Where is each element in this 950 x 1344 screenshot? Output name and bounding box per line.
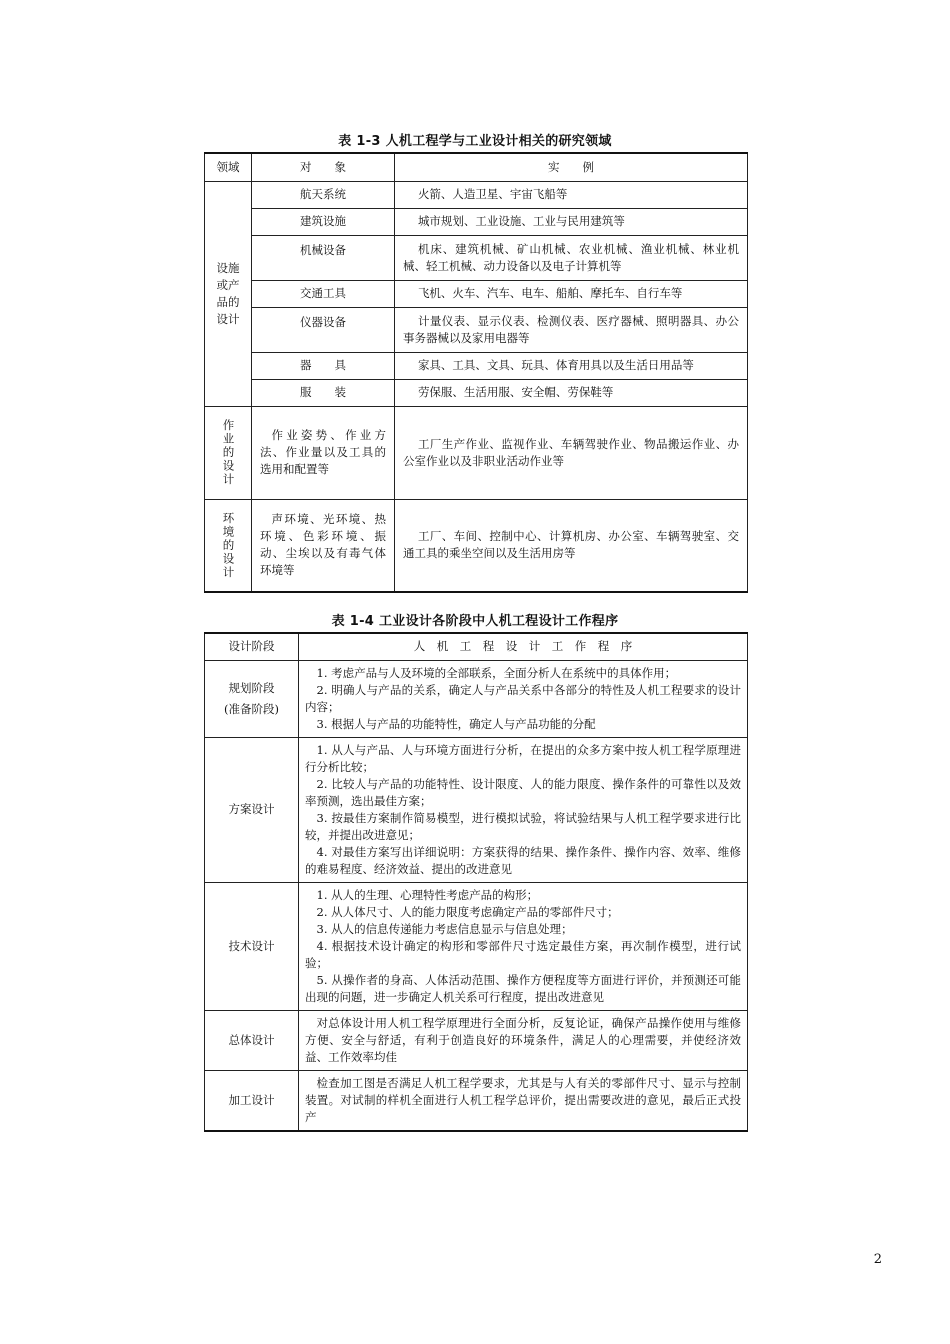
table-row — [205, 181, 748, 208]
object-cell: 声环境、光环境、热环境、色彩环境、振动、尘埃以及有毒气体环境等 — [252, 499, 395, 592]
header-stage: 设计阶段 — [205, 633, 299, 660]
table-row — [205, 235, 748, 280]
table-row — [205, 882, 748, 1010]
table-1-3 — [204, 152, 748, 593]
category-product-design: 设施或产品的设计 — [205, 181, 252, 406]
table-row — [205, 660, 748, 737]
header-example: 实 例 — [395, 153, 748, 181]
procedure-cell: 1. 从人与产品、人与环境方面进行分析，在提出的众多方案中按人机工程学原理进行分析比较； 2. 比较人与产品的功能特性、设计限度、人的能力限度、操作条件的可靠性以及效率预测，选出最佳方案； 3. 按最佳方案制作简易模型，进行模拟试验，将试验结果与人机工程学要求进行比较，并提出改进意见； 4. 对最佳方案写出详细说明：方案获得的结果、操作条件、操作内容、效率、维修的难易程度、经济效益、提出的改进意见 — [299, 737, 748, 882]
table-row — [205, 208, 748, 235]
page-number: 2 — [873, 1252, 882, 1267]
object-cell: 作业姿势、作业方法、作业量以及工具的选用和配置等 — [252, 406, 395, 499]
example-cell: 火箭、人造卫星、宇宙飞船等 — [395, 181, 748, 208]
header-object: 对 象 — [252, 153, 395, 181]
procedure-cell: 1. 考虑产品与人及环境的全部联系，全面分析人在系统中的具体作用； 2. 明确人与产品的关系，确定人与产品关系中各部分的特性及人机工程要求的设计内容； 3. 根据人与产品的功能特性，确定人与产品功能的分配 — [299, 660, 748, 737]
object-cell: 航天系统 — [252, 181, 395, 208]
table-1-4 — [204, 632, 748, 1132]
table-row — [205, 737, 748, 882]
stage-cell: 方案设计 — [205, 737, 299, 882]
table-row — [205, 352, 748, 379]
category-work-design: 作业的设计 — [205, 406, 252, 499]
stage-cell: 加工设计 — [205, 1070, 299, 1131]
table-1-3-caption: 表 1-3 人机工程学与工业设计相关的研究领域 — [338, 134, 612, 149]
table-row — [205, 1010, 748, 1070]
example-cell: 劳保服、生活用服、安全帽、劳保鞋等 — [395, 379, 748, 406]
procedure-cell: 1. 从人的生理、心理特性考虑产品的构形； 2. 从人体尺寸、人的能力限度考虑确定产品的零部件尺寸； 3. 从人的信息传递能力考虑信息显示与信息处理； 4. 根据技术设计确定的构形和零部件尺寸选定最佳方案，再次制作模型，进行试验； 5. 从操作者的身高、人体活动范围、操作方便程度等方面进行评价，并预测还可能出现的问题，进一步确定人机关系可行程度，提出改进意见 — [299, 882, 748, 1010]
table-row — [205, 499, 748, 592]
example-cell: 工厂生产作业、监视作业、车辆驾驶作业、物品搬运作业、办公室作业以及非职业活动作业等 — [395, 406, 748, 499]
category-environment-design: 环境的设计 — [205, 499, 252, 592]
procedure-cell: 检查加工图是否满足人机工程学要求，尤其是与人有关的零部件尺寸、显示与控制装置。对试制的样机全面进行人机工程学总评价，提出需要改进的意见，最后正式投产 — [299, 1070, 748, 1131]
table-header-row — [205, 633, 748, 660]
example-cell: 城市规划、工业设施、工业与民用建筑等 — [395, 208, 748, 235]
object-cell: 机械设备 — [252, 235, 395, 280]
header-domain: 领域 — [205, 153, 252, 181]
table-1-4-caption: 表 1-4 工业设计各阶段中人机工程设计工作程序 — [331, 614, 619, 629]
table-header-row — [205, 153, 748, 181]
object-cell: 器 具 — [252, 352, 395, 379]
example-cell: 工厂、车间、控制中心、计算机房、办公室、车辆驾驶室、交通工具的乘坐空间以及生活用房等 — [395, 499, 748, 592]
stage-cell: 规划阶段 (准备阶段) — [205, 660, 299, 737]
table-row — [205, 379, 748, 406]
table-row — [205, 1070, 748, 1131]
example-cell: 家具、工具、文具、玩具、体育用具以及生活日用品等 — [395, 352, 748, 379]
example-cell: 计量仪表、显示仪表、检测仪表、医疗器械、照明器具、办公事务器械以及家用电器等 — [395, 307, 748, 352]
object-cell: 服 装 — [252, 379, 395, 406]
header-procedure: 人 机 工 程 设 计 工 作 程 序 — [299, 633, 748, 660]
object-cell: 交通工具 — [252, 280, 395, 307]
object-cell: 仪器设备 — [252, 307, 395, 352]
object-cell: 建筑设施 — [252, 208, 395, 235]
table-row — [205, 406, 748, 499]
stage-cell: 技术设计 — [205, 882, 299, 1010]
stage-cell: 总体设计 — [205, 1010, 299, 1070]
table-row — [205, 280, 748, 307]
example-cell: 机床、建筑机械、矿山机械、农业机械、渔业机械、林业机械、轻工机械、动力设备以及电子计算机等 — [395, 235, 748, 280]
table-row — [205, 307, 748, 352]
example-cell: 飞机、火车、汽车、电车、船舶、摩托车、自行车等 — [395, 280, 748, 307]
procedure-cell: 对总体设计用人机工程学原理进行全面分析，反复论证，确保产品操作使用与维修方便、安全与舒适，有利于创造良好的环境条件，满足人的心理需要，并使经济效益、工作效率均佳 — [299, 1010, 748, 1070]
